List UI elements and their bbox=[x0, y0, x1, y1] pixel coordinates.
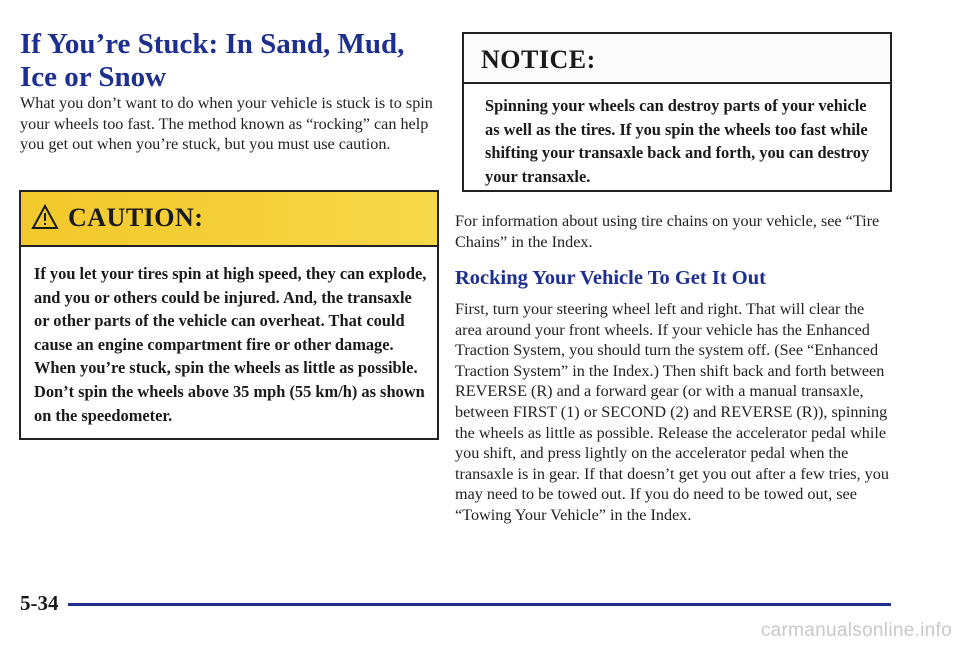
notice-title: NOTICE: bbox=[481, 45, 596, 74]
caution-text: If you let your tires spin at high speed, they can explode, and you or others could be injured. And, the transaxle or other parts of the vehicle can overheat. That could cause an engine compartment fire or other damage. When you’re stuck, spin the wheels as little as possible. Don’t spin the wheels above 35 mph (55 km/h) as shown on the speedometer. bbox=[34, 264, 427, 425]
caution-box bbox=[19, 190, 439, 440]
watermark: carmanualsonline.info bbox=[760, 620, 952, 641]
page-number: 5-34 bbox=[20, 591, 59, 615]
intro-paragraph: What you don’t want to do when your vehicle is stuck is to spin your wheels too fast. The method known as “rocking” can help you get out when you’re stuck, but you must use caution. bbox=[20, 94, 433, 154]
notice-text: Spinning your wheels can destroy parts of your vehicle as well as the tires. If you spin the wheels too fast while shifting your transaxle back and forth, you can destroy your transaxle. bbox=[485, 96, 870, 186]
notice-box bbox=[462, 32, 892, 192]
rocking-heading: Rocking Your Vehicle To Get It Out bbox=[455, 267, 766, 289]
caution-title: CAUTION: bbox=[68, 203, 204, 232]
rocking-paragraph: First, turn your steering wheel left and right. That will clear the area around your front wheels. If your vehicle has the Enhanced Traction System, you should turn the system off. (See “Enhanced Traction System” in the Index.) Then shift back and forth between REVERSE (R) and a forward gear (or with a manual transaxle, between FIRST (1) or SECOND (2) and REVERSE (R)), spinning the wheels as little as possible. Release the accelerator pedal while you shift, and press lightly on the accelerator pedal when the transaxle is in gear. If that doesn’t get you out after a few tries, you may need to be towed out. If you do need to be towed out, see “Towing Your Vehicle” in the Index. bbox=[455, 300, 889, 524]
section-title: If You’re Stuck: In Sand, Mud, Ice or Snow bbox=[20, 28, 405, 93]
caution-header bbox=[21, 192, 437, 247]
footer-rule bbox=[68, 603, 891, 606]
warning-triangle-icon bbox=[31, 204, 59, 230]
notice-header bbox=[464, 34, 890, 84]
tire-chains-paragraph: For information about using tire chains on your vehicle, see “Tire Chains” in the Index. bbox=[455, 212, 880, 251]
